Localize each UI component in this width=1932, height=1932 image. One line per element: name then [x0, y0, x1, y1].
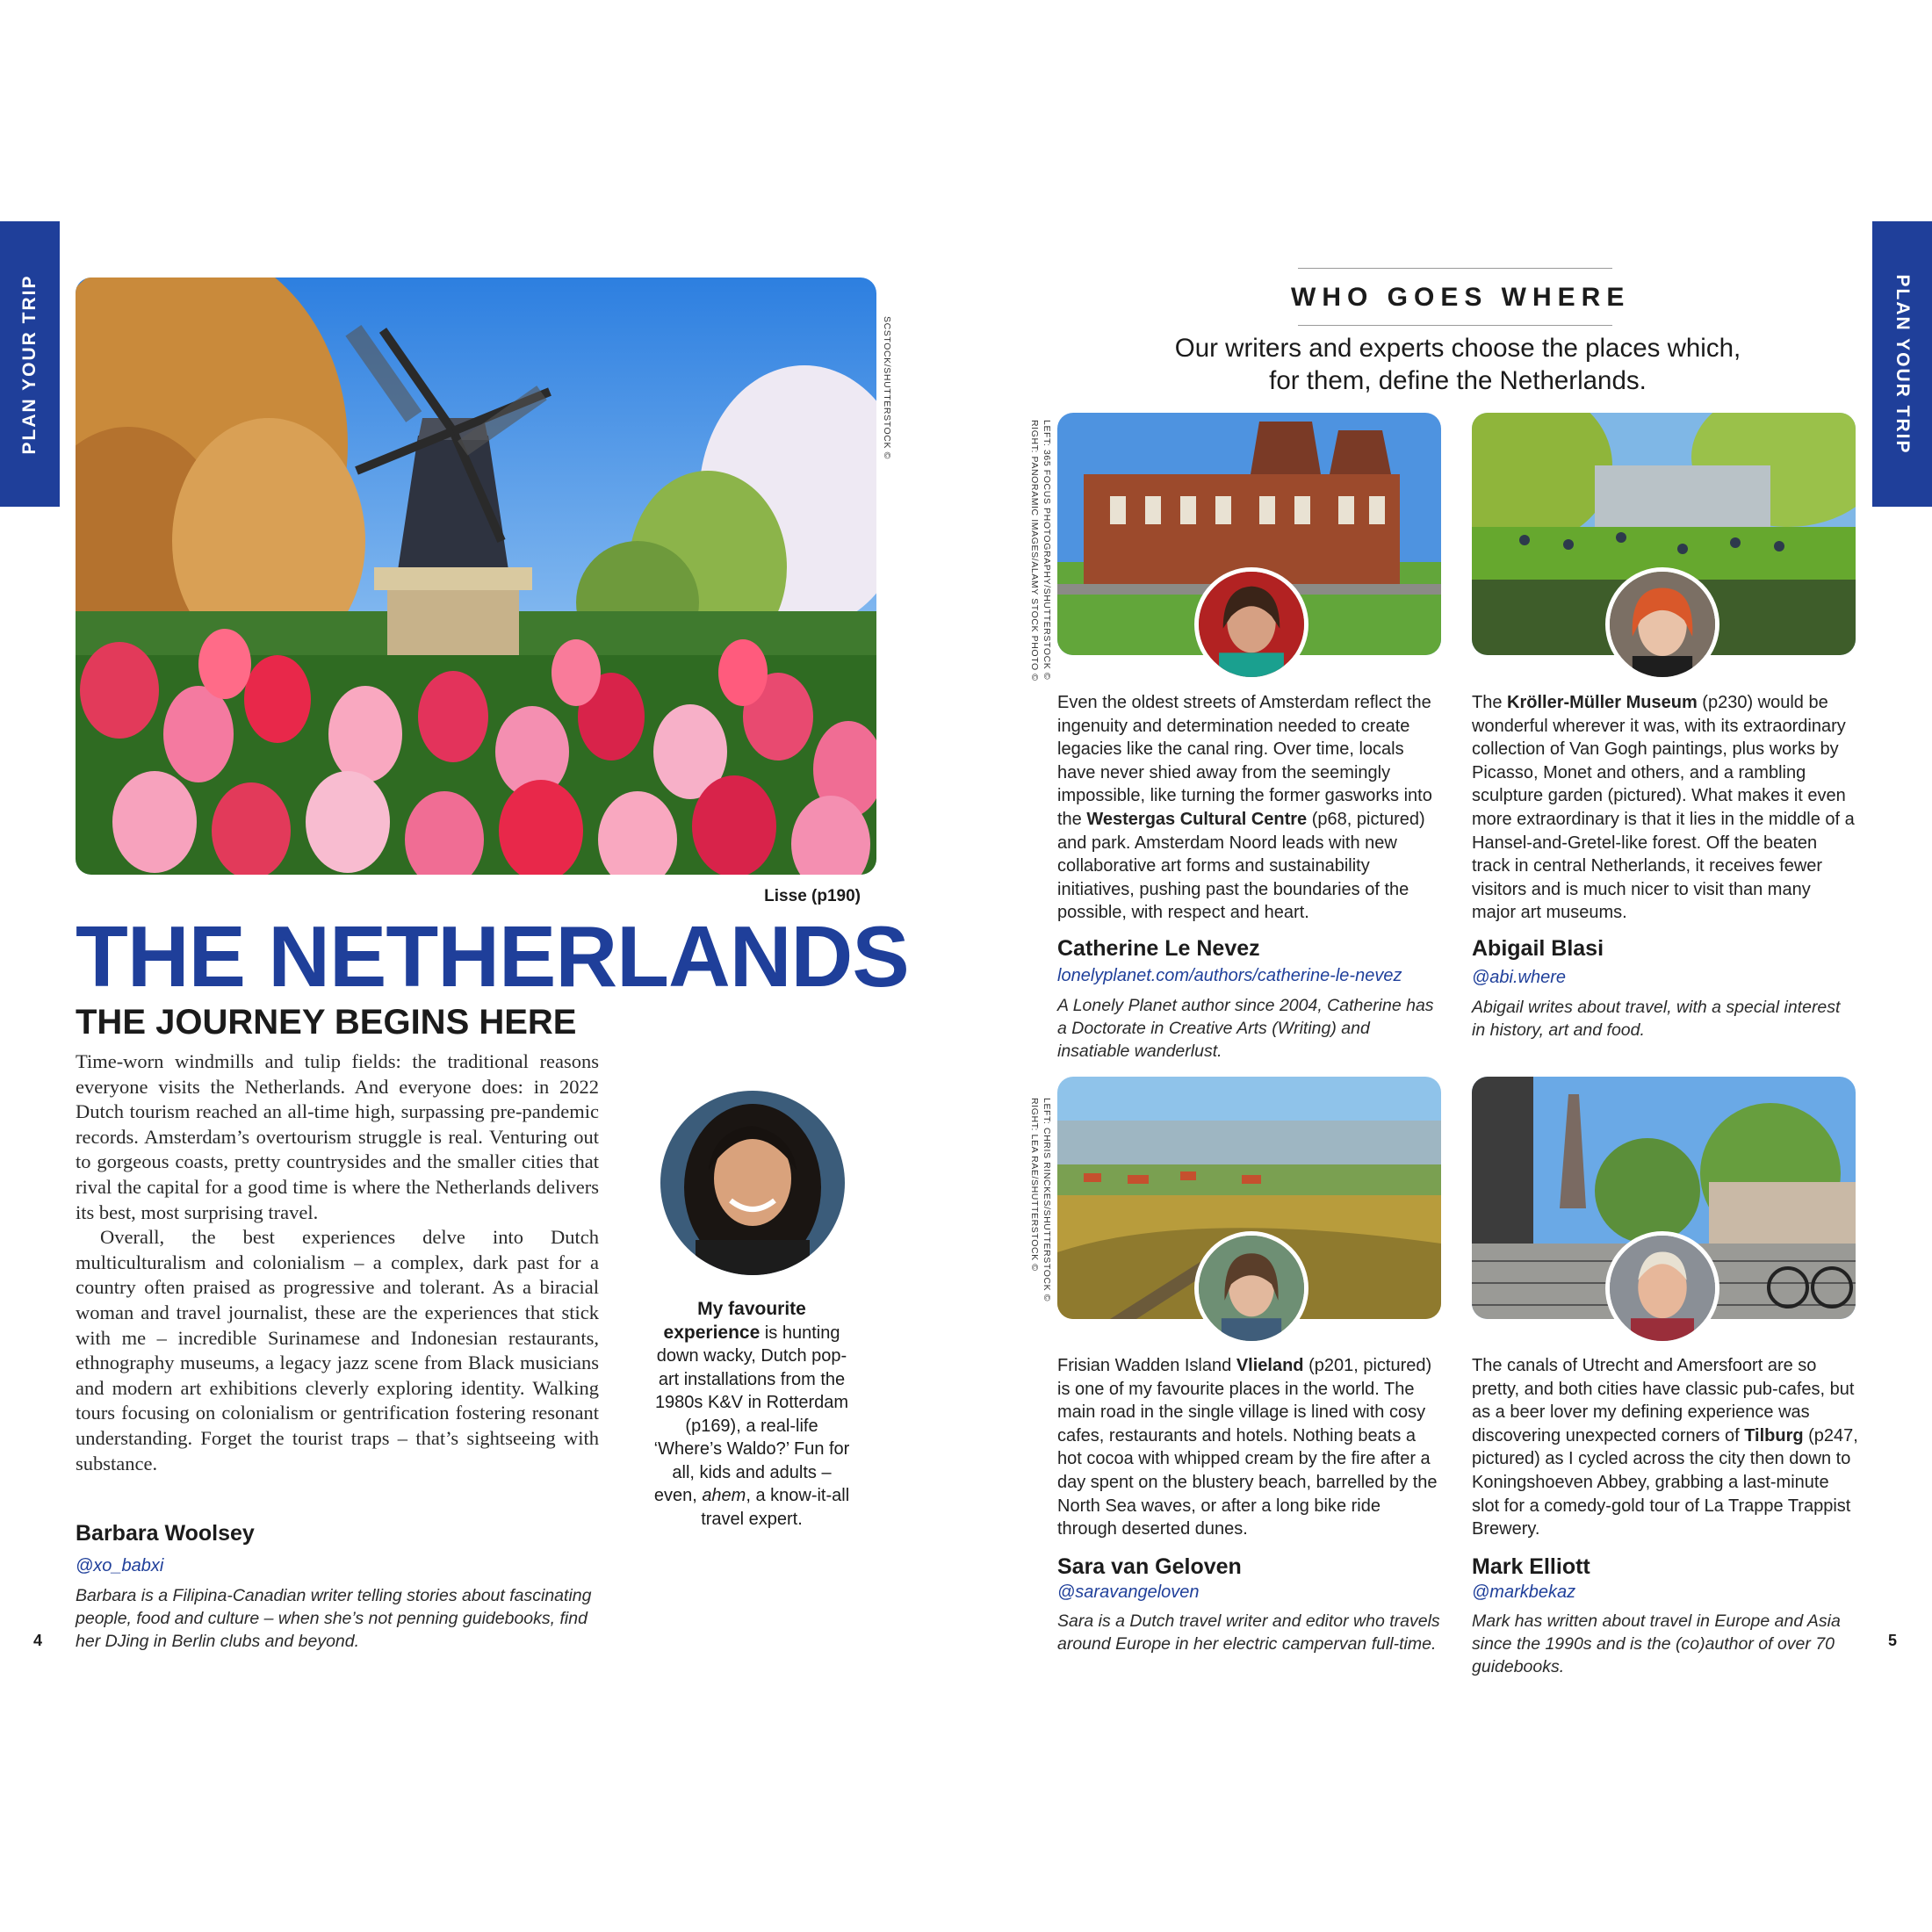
- main-author-bio: Barbara is a Filipina-Canadian writer telling stories about fascinating people, food and culture – when she’s not penning guidebooks, find her DJing in Berlin clubs and beyond.: [76, 1586, 592, 1651]
- mark-story: [1472, 1354, 1858, 1541]
- main-author-name: Barbara Woolsey: [76, 1521, 255, 1546]
- who-goes-where-subheading: [1142, 332, 1774, 397]
- catherine-story-part-1: Even the oldest streets of Amsterdam reflect the ingenuity and determination needed to create legacies like the canal ring. Over time, locals have never shied away from the seemingly impossible, like turning the former gasworks into the: [1057, 693, 1432, 829]
- sara-bio: Sara is a Dutch travel writer and editor who travels around Europe in her electric campervan full-time.: [1057, 1611, 1440, 1654]
- catherine-story-place: Westergas Cultural Centre: [1086, 809, 1308, 829]
- favourite-heading: My favourite experience: [663, 1299, 806, 1343]
- hero-caption: Lisse (p190): [764, 887, 861, 905]
- sara-story-place: Vlieland: [1236, 1356, 1304, 1375]
- heading-rule-top: [1298, 268, 1612, 269]
- page-number-right: 5: [1888, 1632, 1898, 1649]
- side-tab-label-left: PLAN YOUR TRIP: [19, 274, 40, 454]
- favourite-experience: [650, 1298, 854, 1531]
- catherine-name: Catherine Le Nevez: [1057, 936, 1260, 961]
- sara-avatar: [1194, 1231, 1308, 1345]
- favourite-text-1: is hunting down wacky, Dutch pop-art installations from the 1980s K&V in Rotterdam (p169), a real-life ‘Where’s Waldo?’ Fun for all, kids and adults – even,: [653, 1323, 850, 1505]
- abigail-bio: Abigail writes about travel, with a special interest in history, art and food.: [1472, 998, 1841, 1040]
- mark-story-place: Tilburg: [1744, 1425, 1804, 1445]
- catherine-story-part-2: (p68, pictured) and park. Amsterdam Noord leads with new collaborative art forms and sustainability initiatives, pushing past the boundaries of the possible, with respect and heart.: [1057, 809, 1425, 923]
- page-title: THE NETHERLANDS: [76, 908, 909, 1005]
- sara-story-part-1: Frisian Wadden Island: [1057, 1356, 1236, 1375]
- side-tab-label-right: PLAN YOUR TRIP: [1892, 274, 1913, 454]
- intro-paragraph-2: Overall, the best experiences delve into Dutch multiculturalism and colonialism – a complex, dark past for a country often praised as progressive and tolerant. As a biracial woman and travel journalist, these are the experiences that stick with me – incredible Surinamese and Indonesian restaurants, ethnography museums, a legacy jazz scene from Black musicians and modern art exhibitions cleverly exploring identity. Walking tours focusing on colonialism or gentrification fostering resonant understanding. Forget the tourist traps – that’s sightseeing with substance.: [76, 1226, 599, 1474]
- plan-your-trip-tab-left: [0, 221, 60, 507]
- photo-credit-bottom-right: RIGHT: LEA RAE/SHUTTERSTOCK ©: [1029, 1098, 1040, 1272]
- abigail-story-part-2: (p230) would be wonderful wherever it was, with its extraordinary collection of Van Gogh paintings, plus works by Picasso, Monet and others, and a rambling sculpture garden (pictured). What makes it even more extraordinary is that it lies in the middle of a Hansel-and-Gretel-like forest. Off the beaten track in central Netherlands, it receives fewer visitors and is much nicer to visit than many major art museums.: [1472, 693, 1855, 923]
- main-author-avatar: [660, 1091, 845, 1275]
- abigail-story-part-1: The: [1472, 693, 1508, 712]
- hero-photo-credit: SCSTOCK/SHUTTERSTOCK ©: [882, 316, 892, 459]
- catherine-story: [1057, 691, 1444, 925]
- mark-handle[interactable]: @markbekaz: [1472, 1582, 1576, 1602]
- catherine-handle[interactable]: lonelyplanet.com/authors/catherine-le-nevez: [1057, 966, 1402, 985]
- mark-name: Mark Elliott: [1472, 1554, 1590, 1579]
- plan-your-trip-tab-right: [1872, 221, 1932, 507]
- mark-story-part-2: (p247, pictured) as I cycled across the city then down to Koningshoeven Abbey, grabbing a last-minute slot for a comedy-gold tour of La Trappe Trappist Brewery.: [1472, 1425, 1858, 1539]
- abigail-story: [1472, 691, 1858, 925]
- mark-bio: Mark has written about travel in Europe and Asia since the 1990s and is the (co)author of over 70 guidebooks.: [1472, 1611, 1841, 1676]
- favourite-ahem: ahem: [702, 1486, 746, 1505]
- heading-rule-bottom: [1298, 325, 1612, 326]
- catherine-avatar: [1194, 567, 1308, 681]
- photo-credit-top-left: LEFT: 365 FOCUS PHOTOGRAPHY/SHUTTERSTOCK ©: [1042, 420, 1052, 681]
- subheading-line-1: Our writers and experts choose the places which,: [1174, 334, 1741, 363]
- intro-text: [76, 1049, 599, 1476]
- abigail-avatar: [1605, 567, 1719, 681]
- abigail-handle[interactable]: @abi.where: [1472, 968, 1567, 987]
- abigail-story-place: Kröller-Müller Museum: [1507, 693, 1698, 712]
- page-number-left: 4: [33, 1632, 43, 1649]
- page-subtitle: THE JOURNEY BEGINS HERE: [76, 1003, 577, 1042]
- intro-paragraph-1: Time-worn windmills and tulip fields: the traditional reasons everyone visits the Netherlands. And everyone does: in 2022 Dutch tourism reached an all-time high, surpassing pre-pandemic records. Amsterdam’s overtourism struggle is real. Venturing out to gorgeous coasts, pretty countrysides and the smaller cities that rival the capital for a good time is where the Netherlands delivers its best, most surprising travel.: [76, 1050, 599, 1223]
- sara-story: [1057, 1354, 1444, 1541]
- main-author-handle[interactable]: @xo_babxi: [76, 1556, 164, 1575]
- sara-story-part-2: (p201, pictured) is one of my favourite places in the world. The main road in the single village is lined with cosy cafes, restaurants and hotels. Nothing beats a hot cocoa with whipped cream by the fire after a day spent on the blustery beach, barrelled by the North Sea waves, or after a long bike ride through deserted dunes.: [1057, 1356, 1438, 1539]
- sara-name: Sara van Geloven: [1057, 1554, 1242, 1579]
- mark-avatar: [1605, 1231, 1719, 1345]
- hero-photo-windmill-tulips: [76, 278, 876, 875]
- photo-credit-top-right: RIGHT: PANORAMIC IMAGES/ALAMY STOCK PHOTO ©: [1029, 420, 1040, 681]
- mark-story-part-1: The canals of Utrecht and Amersfoort are so pretty, and both cities have classic pub-cafes, but as a beer lover my defining experience was discovering unexpected corners of: [1472, 1356, 1855, 1445]
- sara-handle[interactable]: @saravangeloven: [1057, 1582, 1200, 1602]
- who-goes-where-heading: WHO GOES WHERE: [1291, 283, 1631, 312]
- abigail-name: Abigail Blasi: [1472, 936, 1604, 961]
- catherine-bio: A Lonely Planet author since 2004, Catherine has a Doctorate in Creative Arts (Writing) and insatiable wanderlust.: [1057, 996, 1434, 1061]
- photo-credit-bottom-left: LEFT: CHRIS RINCKES/SHUTTERSTOCK ©: [1042, 1098, 1052, 1302]
- subheading-line-2: for them, define the Netherlands.: [1269, 366, 1647, 395]
- favourite-text-2: , a know-it-all travel expert.: [701, 1486, 850, 1529]
